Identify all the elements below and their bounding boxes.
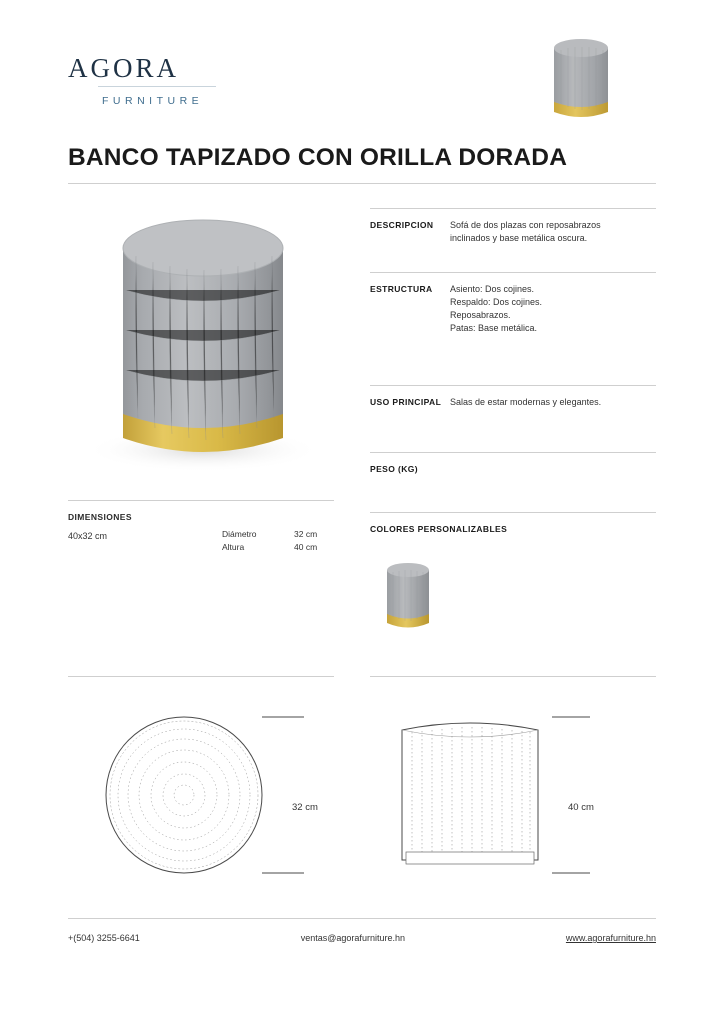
spec-uso-principal	[370, 385, 656, 421]
technical-drawing-top-view	[96, 700, 336, 890]
footer-website[interactable]: www.agorafurniture.hn	[565, 933, 656, 943]
product-main-image	[68, 200, 334, 490]
spec-estructura	[370, 272, 656, 347]
spec-colores-personalizables	[370, 512, 656, 637]
side-view-dimension-label: 40 cm	[568, 802, 594, 813]
spec-colores-label: COLORES PERSONALIZABLES	[370, 524, 508, 534]
dimension-key: Diámetro	[222, 529, 257, 539]
dimensiones-divider	[68, 500, 334, 501]
tech-drawing-divider-right	[370, 676, 656, 677]
dimensiones-block	[68, 500, 334, 552]
footer-phone: +(504) 3255-6641	[68, 933, 140, 943]
brand-subtitle: FURNITURE	[102, 95, 204, 107]
spec-estructura-line-4: Patas: Base metálica.	[450, 323, 538, 334]
dimension-value: 32 cm	[294, 529, 318, 539]
spec-estructura-line-2: Respaldo: Dos cojines.	[450, 297, 543, 308]
dimensiones-table	[222, 528, 344, 554]
spec-uso-value	[450, 396, 601, 409]
spec-uso-label: USO PRINCIPAL	[370, 397, 442, 407]
table-row	[222, 541, 344, 554]
spec-estructura-line-1: Asiento: Dos cojines.	[450, 284, 535, 294]
spec-descripcion-value	[450, 219, 601, 245]
footer	[68, 933, 656, 943]
spec-uso-line-1: Salas de estar modernas y elegantes.	[450, 397, 602, 407]
product-thumbnail-header	[548, 30, 614, 122]
spec-estructura-label: ESTRUCTURA	[370, 284, 433, 294]
title-divider	[68, 183, 656, 184]
spec-descripcion	[370, 208, 656, 257]
logo-divider	[98, 86, 216, 87]
spec-estructura-value	[450, 283, 542, 335]
spec-descripcion-line-1: Sofá de dos plazas con reposabrazos	[450, 220, 601, 230]
spec-estructura-line-3: Reposabrazos.	[450, 310, 511, 321]
tech-drawing-divider-left	[68, 676, 334, 677]
spec-descripcion-label: DESCRIPCION	[370, 220, 434, 230]
page-title: BANCO TAPIZADO CON ORILLA DORADA	[68, 144, 568, 171]
dimension-value: 40 cm	[294, 541, 318, 552]
dimensiones-label: DIMENSIONES	[68, 512, 132, 522]
table-row	[222, 528, 344, 541]
top-view-dimension-label: 32 cm	[292, 802, 318, 813]
spec-peso	[370, 452, 656, 486]
color-swatch-thumbnail	[382, 556, 434, 632]
spec-descripcion-line-2: inclinados y base metálica oscura.	[450, 233, 588, 244]
footer-divider	[68, 918, 656, 919]
dimensiones-summary: 40x32 cm	[68, 531, 108, 541]
footer-email[interactable]: ventas@agorafurniture.hn	[300, 933, 405, 943]
brand-name: AGORA	[68, 53, 180, 83]
spec-peso-label: PESO (KG)	[370, 464, 418, 474]
brand-logo	[68, 55, 298, 107]
technical-drawing-side-view	[380, 700, 640, 890]
dimension-key: Altura	[222, 541, 245, 552]
